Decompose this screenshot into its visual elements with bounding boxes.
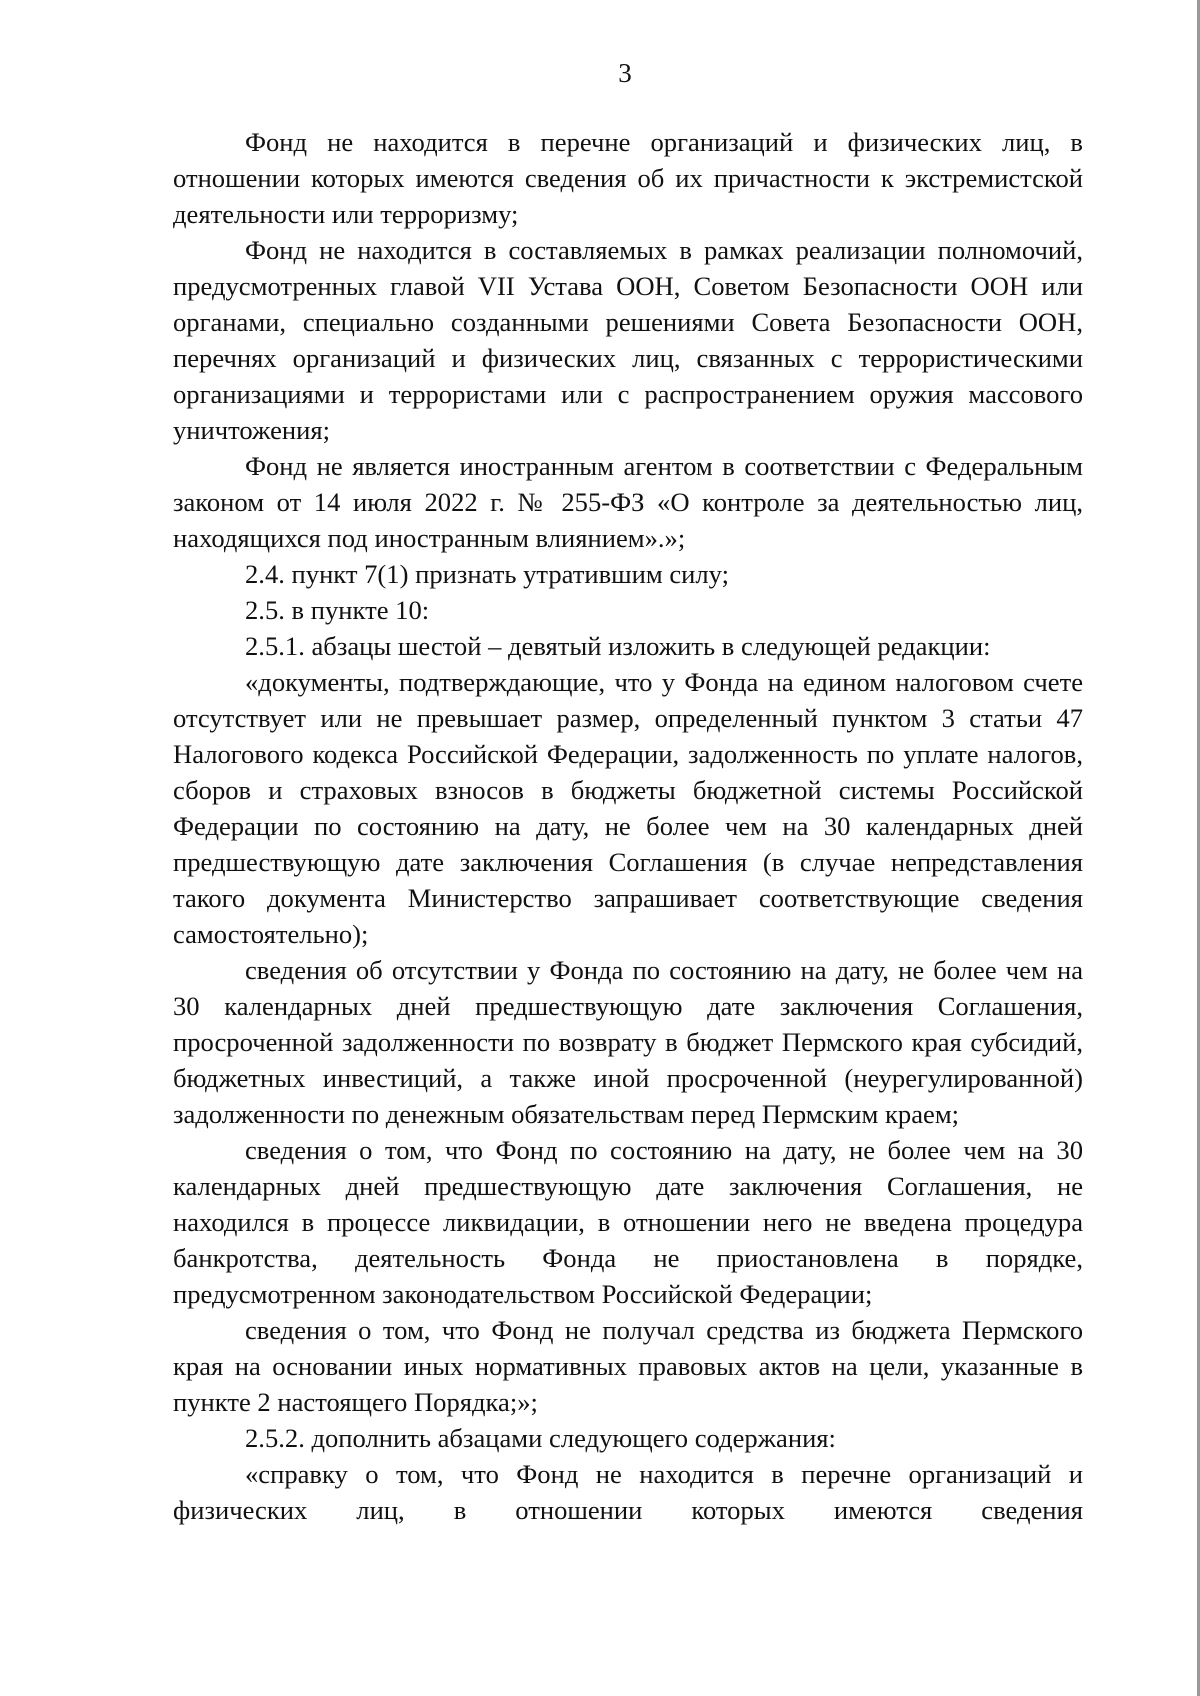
paragraph: 2.5.2. дополнить абзацами следующего содержания: [245,1423,836,1453]
paragraph: 2.5. в пункте 10: [245,595,430,625]
paragraph: сведения о том, что Фонд по состоянию на дату, не более чем на 30 календарных дней предшествующую дате заключения Соглашения, не находился в процессе ликвидации, в отношении него не введена процедура банкротства, деятельность Фонда не приостановлена в порядке, предусмотренном законодательством Российской Федерации; [173,1135,1083,1309]
paragraph: Фонд не является иностранным агентом в соответствии с Федеральным законом от 14 июля 2022 г. № 255-ФЗ «О контроле за деятельностью лиц, находящихся под иностранным влиянием».»; [173,451,1083,553]
paragraph: сведения о том, что Фонд не получал средства из бюджета Пермского края на основании иных нормативных правовых актов на цели, указанные в пункте 2 настоящего Порядка;»; [173,1315,1083,1417]
page-number: 3 [618,58,632,88]
paragraph: 2.5.1. абзацы шестой – девятый изложить в следующей редакции: [245,631,991,661]
paragraph: Фонд не находится в составляемых в рамках реализации полномочий, предусмотренных главой VII Устава ООН, Советом Безопасности ООН или органами, специально созданными решениями Совета Безопасности ООН, перечнях организаций и физических лиц, связанных с террористическими организациями и террористами или с распространением оружия массового уничтожения; [173,235,1083,445]
document-body [173,124,1083,1528]
paragraph: 2.4. пункт 7(1) признать утратившим силу; [245,559,729,589]
paragraph: «справку о том, что Фонд не находится в перечне организаций и физических лиц, в отношении которых имеются сведения [173,1459,1083,1525]
paragraph: Фонд не находится в перечне организаций и физических лиц, в отношении которых имеются сведения об их причастности к экстремистской деятельности или терроризму; [173,127,1083,229]
paragraph: сведения об отсутствии у Фонда по состоянию на дату, не более чем на 30 календарных дней предшествующую дате заключения Соглашения, просроченной задолженности по возврату в бюджет Пермского края субсидий, бюджетных инвестиций, а также иной просроченной (неурегулированной) задолженности по денежным обязательствам перед Пермским краем; [173,955,1083,1129]
paragraph: «документы, подтверждающие, что у Фонда на едином налоговом счете отсутствует или не превышает размер, определенный пунктом 3 статьи 47 Налогового кодекса Российской Федерации, задолженность по уплате налогов, сборов и страховых взносов в бюджеты бюджетной системы Российской Федерации по состоянию на дату, не более чем на 30 календарных дней предшествующую дате заключения Соглашения (в случае непредставления такого документа Министерство запрашивает соответствующие сведения самостоятельно); [173,667,1083,949]
